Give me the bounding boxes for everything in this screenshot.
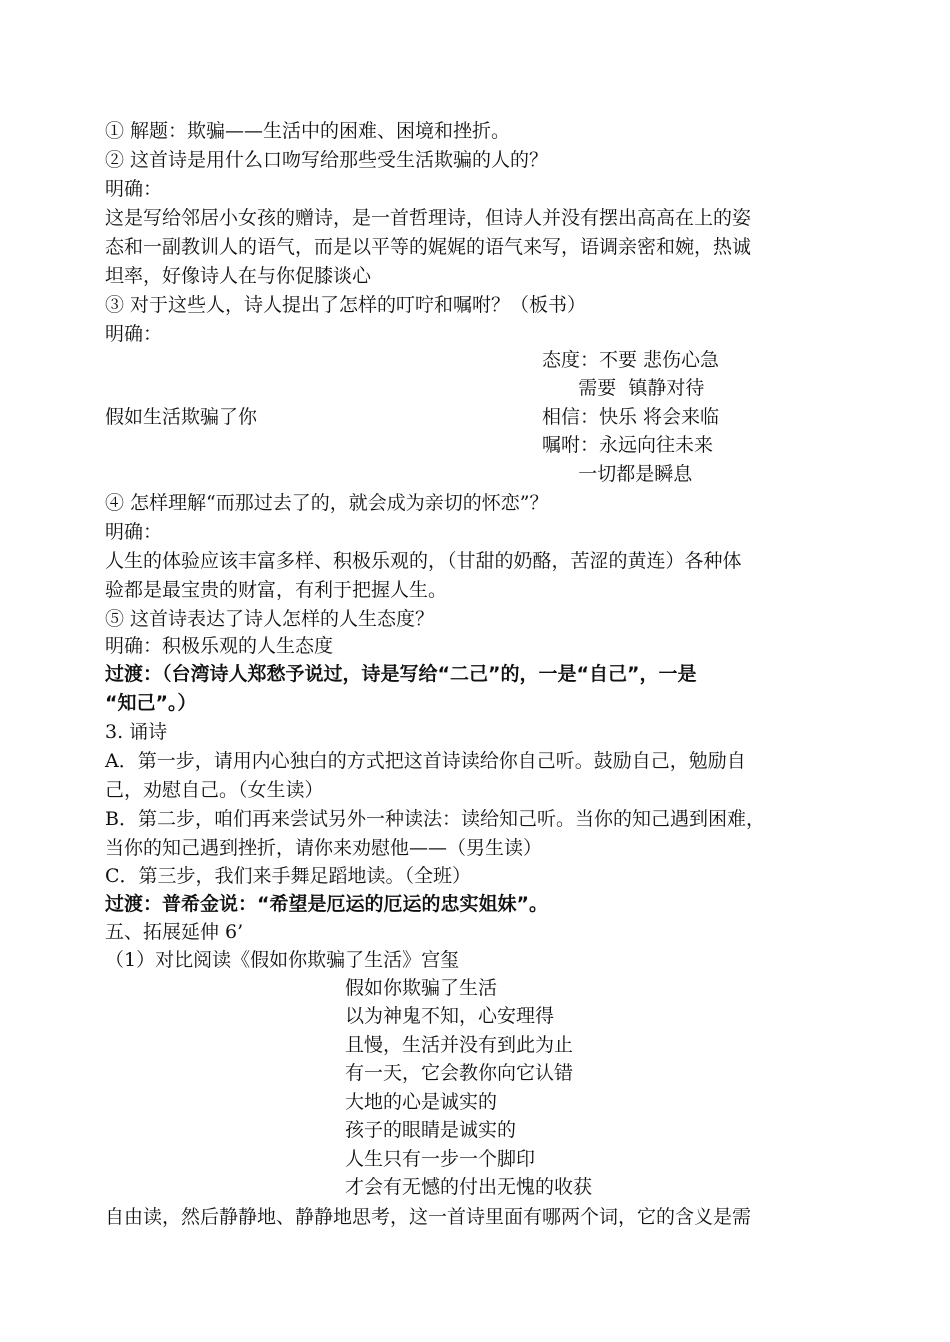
- text-line: ⑤ 这首诗表达了诗人怎样的人生态度？: [105, 608, 435, 630]
- text-line: 己，劝慰自己。（女生读）: [105, 779, 324, 801]
- poem-line: 大地的心是诚实的: [345, 1091, 498, 1113]
- board-row: 态度：不要 悲伤心急: [542, 349, 720, 371]
- transition-text: 过渡：普希金说：“希望是厄运的厄运的忠实姐妹”。: [105, 893, 548, 915]
- text-line: 验都是最宝贵的财富，有利于把握人生。: [105, 579, 448, 601]
- text-line: A．第一步，请用内心独白的方式把这首诗读给你自己听。鼓励自己，勉励自: [105, 750, 746, 772]
- poem-line: 人生只有一步一个脚印: [345, 1148, 536, 1170]
- text-line: B．第二步，咱们再来尝试另外一种读法：读给知己听。当你的知己遇到困难，: [105, 808, 765, 830]
- text-line: ② 这首诗是用什么口吻写给那些受生活欺骗的人的？: [105, 149, 549, 171]
- poem-line: 有一天，它会教你向它认错: [345, 1062, 574, 1084]
- text-line: 当你的知己遇到挫折，请你来劝慰他——（男生读）: [105, 837, 543, 859]
- text-line: ④ 怎样理解“而那过去了的，就会成为亲切的怀恋”？: [105, 492, 549, 514]
- text-line: 明确：积极乐观的人生态度: [105, 635, 334, 657]
- poem-line: 假如你欺骗了生活: [345, 977, 498, 999]
- text-line: 这是写给邻居小女孩的赠诗，是一首哲理诗，但诗人并没有摆出高高在上的姿: [105, 207, 752, 229]
- board-left-label: 假如生活欺骗了你: [105, 406, 258, 428]
- transition-text: “知己”。）: [105, 692, 197, 714]
- text-line: ③ 对于这些人，诗人提出了怎样的叮咛和嘱咐？（板书）: [105, 294, 587, 316]
- poem-line: 以为神鬼不知，心安理得: [345, 1005, 555, 1027]
- board-row: 嘱咐：永远向往未来: [542, 434, 714, 456]
- poem-line: 孩子的眼睛是诚实的: [345, 1119, 517, 1141]
- text-line: ① 解题：欺骗——生活中的困难、困境和挫折。: [105, 120, 511, 142]
- text-line: 人生的体验应该丰富多样、积极乐观的，（甘甜的奶酪，苦涩的黄连）各种体: [105, 550, 742, 572]
- board-row: 需要 镇静对待: [542, 377, 705, 399]
- poem-line: 才会有无憾的付出无愧的收获: [345, 1176, 593, 1198]
- section-heading: 五、拓展延伸 6’: [105, 921, 244, 943]
- transition-text: 过渡：（台湾诗人郑愁予说过，诗是写给“二己”的，一是“自己”，一是: [105, 663, 697, 685]
- board-row: 一切都是瞬息: [542, 463, 693, 485]
- text-line: C．第三步，我们来手舞足蹈地读。（全班）: [105, 865, 472, 887]
- text-line: 3. 诵诗: [105, 721, 168, 743]
- text-line: 态和一副教训人的语气，而是以平等的娓娓的语气来写，语调亲密和婉，热诚: [105, 236, 752, 258]
- poem-line: 且慢，生活并没有到此为止: [345, 1034, 574, 1056]
- text-line: 明确：: [105, 323, 163, 345]
- board-row: 相信：快乐 将会来临: [542, 406, 720, 428]
- text-line: 明确：: [105, 178, 163, 200]
- text-line: （1）对比阅读《假如你欺骗了生活》宫玺: [105, 949, 460, 971]
- text-line: 坦率，好像诗人在与你促膝谈心: [105, 265, 372, 287]
- text-line: 明确：: [105, 521, 163, 543]
- text-line: 自由读，然后静静地、静静地思考，这一首诗里面有哪两个词，它的含义是需: [105, 1206, 752, 1228]
